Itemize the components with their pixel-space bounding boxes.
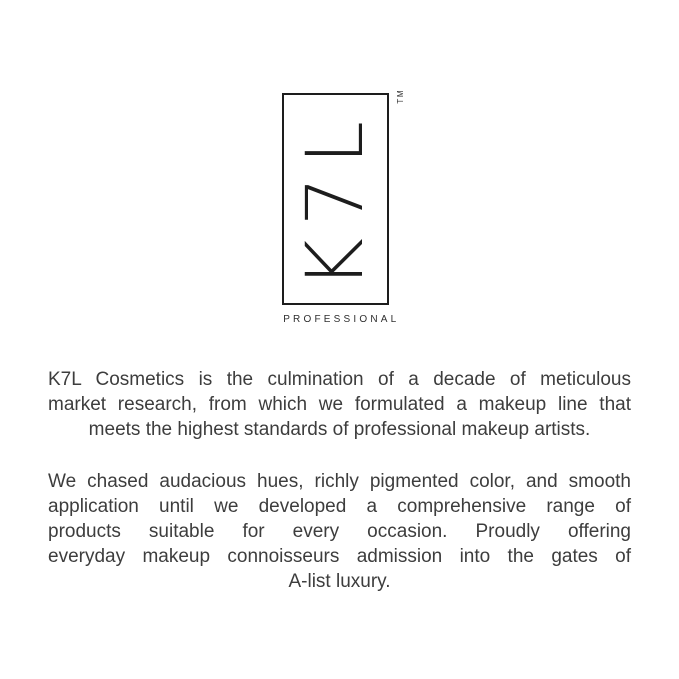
text-line: application until we developed a comprehensive range of <box>48 496 631 517</box>
text-line: A-list luxury. <box>288 571 391 592</box>
text-line: We chased audacious hues, richly pigmented color, and smooth <box>48 471 631 492</box>
text-line: K7L Cosmetics is the culmination of a decade of meticulous <box>48 369 631 390</box>
trademark-symbol: TM <box>396 89 405 104</box>
paragraph-brand-mission <box>48 469 631 594</box>
logo-frame <box>282 89 405 305</box>
brand-logo <box>280 89 405 325</box>
text-line: meets the highest standards of professional makeup artists. <box>88 419 591 440</box>
brand-story <box>48 367 631 594</box>
logo-tagline: PROFESSIONAL <box>283 314 400 325</box>
text-line: everyday makeup connoisseurs admission into the gates of <box>48 546 631 567</box>
text-line: products suitable for every occasion. Proudly offering <box>48 521 631 542</box>
text-line: market research, from which we formulated a makeup line that <box>48 394 631 415</box>
logo-text: K7L <box>290 108 381 290</box>
paragraph-brand-intro <box>48 367 631 442</box>
